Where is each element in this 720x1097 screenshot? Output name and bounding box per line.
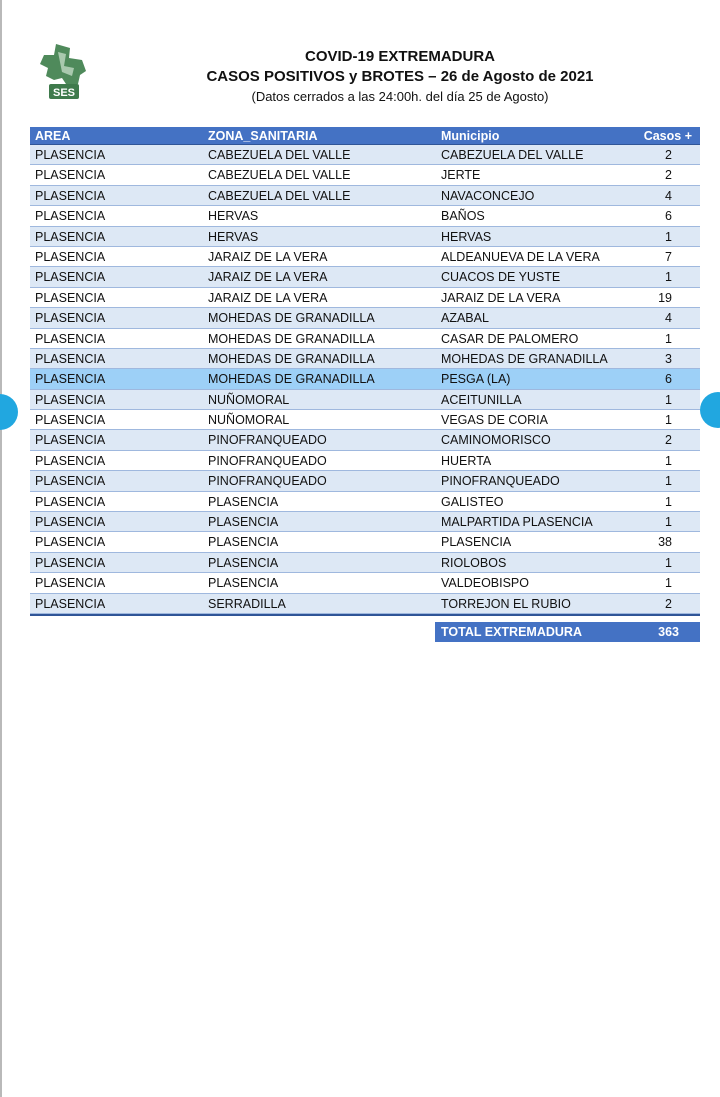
cell-zona: PLASENCIA — [208, 576, 279, 591]
cell-municipio: ALDEANUEVA DE LA VERA — [441, 249, 600, 264]
table-row — [30, 492, 700, 512]
cell-casos: 19 — [658, 290, 672, 305]
cell-casos: 4 — [665, 188, 672, 203]
cell-casos: 38 — [658, 535, 672, 550]
table-row — [30, 594, 700, 614]
cell-casos: 1 — [665, 270, 672, 285]
table-row — [30, 267, 700, 287]
cell-zona: JARAIZ DE LA VERA — [208, 249, 328, 264]
table-row — [30, 390, 700, 410]
cell-zona: MOHEDAS DE GRANADILLA — [208, 311, 375, 326]
cell-zona: SERRADILLA — [208, 596, 286, 611]
cell-area: PLASENCIA — [35, 351, 106, 366]
cell-area: PLASENCIA — [35, 555, 106, 570]
cell-zona: PINOFRANQUEADO — [208, 474, 327, 489]
cell-casos: 6 — [665, 372, 672, 387]
cell-area: PLASENCIA — [35, 535, 106, 550]
cell-casos: 1 — [665, 474, 672, 489]
logo-text: SES — [52, 87, 76, 99]
cell-casos: 1 — [665, 494, 672, 509]
cell-area: PLASENCIA — [35, 270, 106, 285]
total-value: 363 — [658, 625, 679, 639]
column-header-area: AREA — [35, 129, 71, 143]
table-row — [30, 573, 700, 593]
cell-municipio: JERTE — [441, 168, 481, 183]
cell-municipio: MALPARTIDA PLASENCIA — [441, 515, 593, 530]
cell-zona: PINOFRANQUEADO — [208, 433, 327, 448]
table-row — [30, 308, 700, 328]
cell-casos: 1 — [665, 515, 672, 530]
cell-zona: HERVAS — [208, 209, 259, 224]
cell-zona: NUÑOMORAL — [208, 413, 290, 428]
table-bottom-border — [30, 614, 700, 616]
cell-zona: PLASENCIA — [208, 494, 279, 509]
column-header-municipio: Municipio — [441, 129, 500, 143]
cell-zona: PLASENCIA — [208, 515, 279, 530]
cell-casos: 3 — [665, 351, 672, 366]
cell-casos: 1 — [665, 555, 672, 570]
table-row — [30, 430, 700, 450]
cell-area: PLASENCIA — [35, 311, 106, 326]
cell-municipio: AZABAL — [441, 311, 489, 326]
cell-municipio: PINOFRANQUEADO — [441, 474, 560, 489]
cell-municipio: CASAR DE PALOMERO — [441, 331, 579, 346]
cell-casos: 2 — [665, 433, 672, 448]
cell-casos: 2 — [665, 168, 672, 183]
column-header-zona: ZONA_SANITARIA — [208, 129, 318, 143]
table-row — [30, 451, 700, 471]
cell-area: PLASENCIA — [35, 209, 106, 224]
cases-table — [30, 127, 700, 616]
cell-municipio: VALDEOBISPO — [441, 576, 529, 591]
document-header — [150, 47, 650, 106]
table-row — [30, 410, 700, 430]
cell-zona: JARAIZ DE LA VERA — [208, 290, 328, 305]
cell-zona: PINOFRANQUEADO — [208, 453, 327, 468]
total-bar — [435, 622, 700, 642]
cell-area: PLASENCIA — [35, 596, 106, 611]
cell-area: PLASENCIA — [35, 188, 106, 203]
document-subtitle: CASOS POSITIVOS y BROTES – 26 de Agosto de 2021 — [206, 68, 594, 85]
cell-zona: PLASENCIA — [208, 535, 279, 550]
table-row — [30, 288, 700, 308]
cell-municipio: CABEZUELA DEL VALLE — [441, 148, 584, 162]
cell-zona: HERVAS — [208, 229, 259, 244]
cell-zona: PLASENCIA — [208, 555, 279, 570]
cell-zona: JARAIZ DE LA VERA — [208, 270, 328, 285]
cell-zona: CABEZUELA DEL VALLE — [208, 188, 351, 203]
cell-zona: NUÑOMORAL — [208, 392, 290, 407]
table-row — [30, 512, 700, 532]
table-row — [30, 206, 700, 226]
page-edge — [0, 0, 2, 1097]
cell-municipio: HUERTA — [441, 453, 492, 468]
table-row — [30, 369, 700, 389]
cell-casos: 2 — [665, 596, 672, 611]
cell-municipio: PESGA (LA) — [441, 372, 511, 387]
cell-municipio: JARAIZ DE LA VERA — [441, 290, 561, 305]
cell-municipio: MOHEDAS DE GRANADILLA — [441, 351, 608, 366]
table-row — [30, 553, 700, 573]
cell-municipio: HERVAS — [441, 229, 492, 244]
cell-area: PLASENCIA — [35, 148, 106, 162]
cell-area: PLASENCIA — [35, 331, 106, 346]
cell-casos: 1 — [665, 413, 672, 428]
table-row — [30, 227, 700, 247]
cell-municipio: TORREJON EL RUBIO — [441, 596, 571, 611]
cell-area: PLASENCIA — [35, 229, 106, 244]
cell-casos: 7 — [665, 249, 672, 264]
cell-municipio: NAVACONCEJO — [441, 188, 535, 203]
cell-municipio: PLASENCIA — [441, 535, 512, 550]
cell-casos: 1 — [665, 453, 672, 468]
cell-area: PLASENCIA — [35, 168, 106, 183]
cell-zona: CABEZUELA DEL VALLE — [208, 168, 351, 183]
selection-handle-right[interactable] — [700, 392, 720, 428]
cell-municipio: CAMINOMORISCO — [441, 433, 551, 448]
cell-zona: CABEZUELA DEL VALLE — [208, 148, 351, 162]
table-row — [30, 145, 700, 165]
document-note: (Datos cerrados a las 24:00h. del día 25 de Agosto) — [251, 89, 549, 104]
cell-casos: 1 — [665, 576, 672, 591]
cell-area: PLASENCIA — [35, 494, 106, 509]
cell-area: PLASENCIA — [35, 515, 106, 530]
cell-area: PLASENCIA — [35, 392, 106, 407]
cell-area: PLASENCIA — [35, 453, 106, 468]
cell-zona: MOHEDAS DE GRANADILLA — [208, 351, 375, 366]
ses-logo — [36, 44, 92, 102]
cell-municipio: CUACOS DE YUSTE — [441, 270, 561, 285]
column-header-casos: Casos + — [643, 129, 692, 143]
cell-area: PLASENCIA — [35, 372, 106, 387]
table-row — [30, 247, 700, 267]
document-title: COVID-19 EXTREMADURA — [304, 48, 496, 65]
cell-casos: 2 — [665, 148, 672, 162]
table-row — [30, 165, 700, 185]
cell-zona: MOHEDAS DE GRANADILLA — [208, 372, 375, 387]
cell-area: PLASENCIA — [35, 433, 106, 448]
table-row — [30, 532, 700, 552]
table-row — [30, 471, 700, 491]
table-row — [30, 329, 700, 349]
cell-casos: 1 — [665, 331, 672, 346]
table-row — [30, 349, 700, 369]
selection-handle-left[interactable] — [0, 394, 18, 430]
cell-area: PLASENCIA — [35, 249, 106, 264]
cell-area: PLASENCIA — [35, 474, 106, 489]
table-row — [30, 186, 700, 206]
table-header-row — [30, 127, 700, 145]
cell-casos: 1 — [665, 392, 672, 407]
cell-municipio: ACEITUNILLA — [441, 392, 522, 407]
cell-municipio: GALISTEO — [441, 494, 504, 509]
cell-municipio: VEGAS DE CORIA — [441, 413, 548, 428]
cell-casos: 6 — [665, 209, 672, 224]
cell-municipio: RIOLOBOS — [441, 555, 507, 570]
total-label: TOTAL EXTREMADURA — [441, 625, 582, 639]
cell-area: PLASENCIA — [35, 576, 106, 591]
cell-area: PLASENCIA — [35, 290, 106, 305]
cell-casos: 1 — [665, 229, 672, 244]
cell-zona: MOHEDAS DE GRANADILLA — [208, 331, 375, 346]
cell-casos: 4 — [665, 311, 672, 326]
cell-municipio: BAÑOS — [441, 209, 485, 224]
cell-area: PLASENCIA — [35, 413, 106, 428]
